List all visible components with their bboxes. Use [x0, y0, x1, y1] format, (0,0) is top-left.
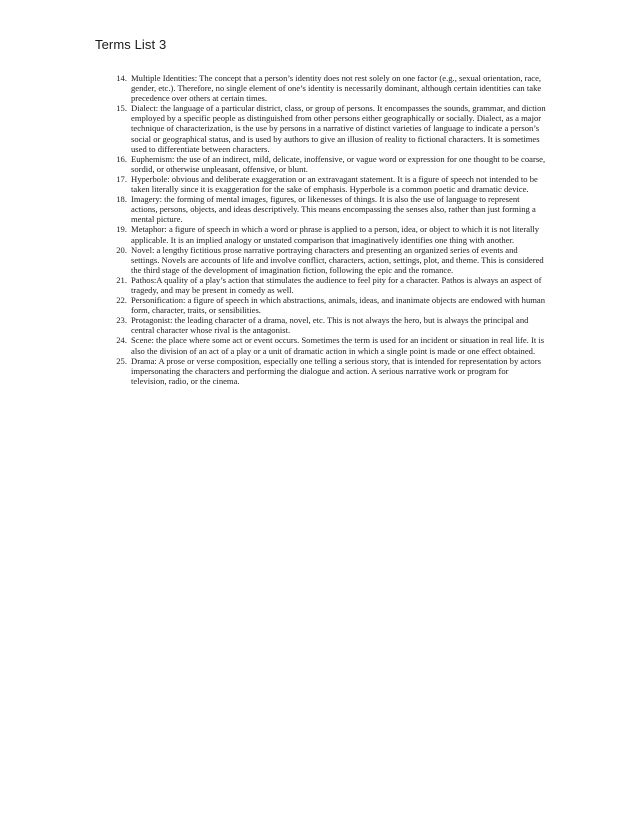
term-item-24 — [109, 335, 546, 355]
term-item-18 — [109, 194, 546, 224]
term-item-19 — [109, 224, 546, 244]
term-number: 20. — [116, 244, 127, 255]
term-item-15 — [109, 103, 546, 153]
term-number: 22. — [116, 295, 127, 306]
term-number: 25. — [116, 355, 127, 366]
term-item-21 — [109, 275, 546, 295]
term-number: 21. — [116, 274, 127, 285]
term-number: 17. — [116, 173, 127, 184]
term-number: 23. — [116, 315, 127, 326]
term-item-23 — [109, 315, 546, 335]
term-item-17 — [109, 174, 546, 194]
term-definition: Imagery: the forming of mental images, figures, or likenesses of things. It is also the use of language to represent actions, persons, objects, and ideas descriptively. This means encompassing the senses also, rather than just forming a mental picture. — [131, 194, 536, 225]
term-definition: Protagonist: the leading character of a drama, novel, etc. This is not always the hero, but is always the principal and central character whose rival is the antagonist. — [131, 315, 529, 336]
terms-list — [109, 73, 546, 386]
term-number: 24. — [116, 335, 127, 346]
term-number: 18. — [116, 194, 127, 205]
term-item-16 — [109, 154, 546, 174]
term-definition: Euphemism: the use of an indirect, mild, delicate, inoffensive, or vague word or expression for one thought to be coarse, sordid, or otherwise unpleasant, offensive, or blunt. — [131, 153, 546, 174]
term-number: 19. — [116, 224, 127, 235]
term-item-20 — [109, 245, 546, 275]
term-number: 14. — [116, 73, 127, 83]
term-definition: Scene: the place where some act or event occurs. Sometimes the term is used for an incident or situation in real life. It is also the division of an act of a play or a unit of dramatic action in which a single point is made or one effect obtained. — [131, 335, 545, 356]
term-definition: Novel: a lengthy fictitious prose narrative portraying characters and presenting an organized series of events and settings. Novels are accounts of life and involve conflict, characters, action, settings, plot, and theme. This is considered the third stage of the development of imagination fiction, following the epic and the romance. — [131, 244, 544, 275]
term-definition: Personification: a figure of speech in which abstractions, animals, ideas, and inanimate objects are endowed with human form, character, traits, or sensibilities. — [131, 295, 546, 316]
term-definition: Metaphor: a figure of speech in which a word or phrase is applied to a person, idea, or object to which it is not literally applicable. It is an implied analogy or unstated comparison that imaginatively identifies one thing with another. — [131, 224, 540, 245]
term-definition: Dialect: the language of a particular district, class, or group of persons. It encompasses the sounds, grammar, and diction employed by a specific people as distinguished from other persons either geographically or socially. Dialect, as a major technique of characterization, is the use by persons in a narrative of distinct varieties of language to indicate a person’s social or geographical status, and is used by authors to give an illusion of reality to fictional characters. It is sometimes used to differentiate between characters. — [131, 103, 546, 154]
term-number: 15. — [116, 103, 127, 114]
term-definition: Drama: A prose or verse composition, especially one telling a serious story, that is intended for representation by actors impersonating the characters and performing the dialogue and action. A serious narrative work or program for television, radio, or the cinema. — [131, 355, 541, 386]
term-number: 16. — [116, 153, 127, 164]
term-definition: Multiple Identities: The concept that a person’s identity does not rest solely on one factor (e.g., sexual orientation, race, gender, etc.). Therefore, no single element of one’s identity is necessarily dominant, although certain identities can take precedence over others at certain times. — [131, 73, 542, 104]
term-definition: Pathos:A quality of a play’s action that stimulates the audience to feel pity for a character. Pathos is always an aspect of tragedy, and may be present in comedy as well. — [131, 274, 542, 295]
page-header-title: Terms List 3 — [95, 37, 167, 52]
term-definition: Hyperbole: obvious and deliberate exaggeration or an extravagant statement. It is a figure of speech not intended to be taken literally since it is exaggeration for the sake of emphasis. Hyperbole is a common poetic and dramatic device. — [131, 173, 538, 195]
term-item-14 — [109, 73, 546, 103]
term-item-22 — [109, 295, 546, 315]
term-item-25 — [109, 356, 546, 386]
